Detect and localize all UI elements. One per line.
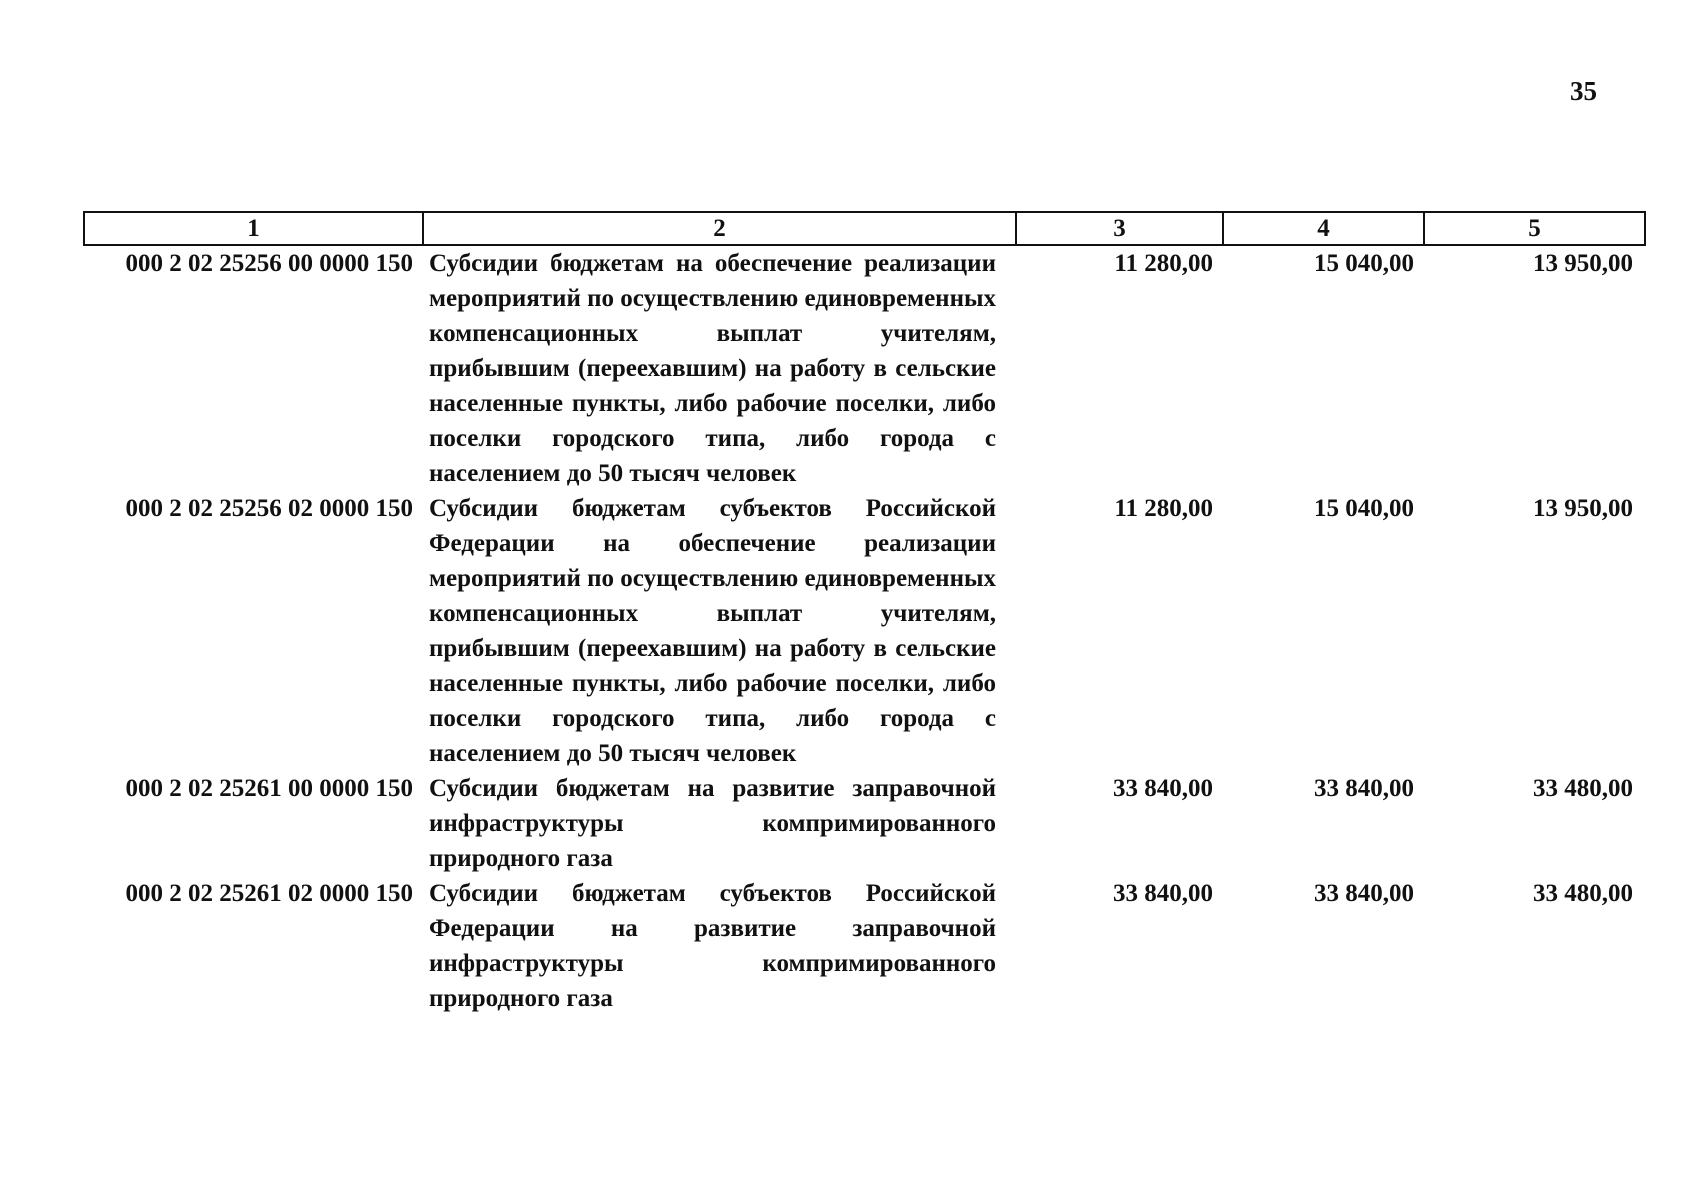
header-col-2: 2 — [423, 212, 1016, 245]
amount-col-3: 11 280,00 — [1114, 250, 1213, 277]
budget-table — [83, 211, 1646, 1016]
budget-code: 000 2 02 25256 02 0000 150 — [125, 495, 413, 522]
header-row — [84, 212, 1645, 245]
table-row — [84, 876, 1645, 1016]
header-col-1: 1 — [84, 212, 423, 245]
row-description: Субсидии бюджетам субъектов Российской Федерации на обеспечение реализации мероприятий по осуществлению единовременных компенсационных выплат учителям, прибывшим (переехавшим) на работу в сельские населенные пункты, либо рабочие поселки, либо поселки городского типа, либо города с населением до 50 тысяч человек — [429, 495, 996, 767]
amount-col-3: 11 280,00 — [1114, 495, 1213, 522]
amount-col-3: 33 840,00 — [1113, 880, 1213, 907]
page-number: 35 — [1570, 76, 1597, 106]
amount-col-5: 33 480,00 — [1533, 775, 1633, 802]
table-row — [84, 771, 1645, 876]
budget-code: 000 2 02 25256 00 0000 150 — [125, 250, 413, 277]
amount-col-4: 15 040,00 — [1314, 495, 1414, 522]
amount-col-4: 33 840,00 — [1314, 880, 1414, 907]
amount-col-3: 33 840,00 — [1113, 775, 1213, 802]
amount-col-5: 33 480,00 — [1533, 880, 1633, 907]
header-col-5: 5 — [1424, 212, 1645, 245]
header-col-4: 4 — [1223, 212, 1424, 245]
row-description: Субсидии бюджетам на развитие заправочной инфраструктуры компримированного природного газа — [429, 775, 996, 872]
row-description: Субсидии бюджетам на обеспечение реализации мероприятий по осуществлению единовременных компенсационных выплат учителям, прибывшим (переехавшим) на работу в сельские населенные пункты, либо рабочие поселки, либо поселки городского типа, либо города с населением до 50 тысяч человек — [429, 250, 996, 487]
table-row — [84, 245, 1645, 491]
budget-code: 000 2 02 25261 02 0000 150 — [125, 880, 413, 907]
table-row — [84, 491, 1645, 771]
header-col-3: 3 — [1016, 212, 1223, 245]
row-description: Субсидии бюджетам субъектов Российской Федерации на развитие заправочной инфраструктуры компримированного природного газа — [429, 880, 996, 1012]
amount-col-4: 33 840,00 — [1314, 775, 1414, 802]
budget-code: 000 2 02 25261 00 0000 150 — [125, 775, 413, 802]
amount-col-5: 13 950,00 — [1533, 250, 1633, 277]
amount-col-4: 15 040,00 — [1314, 250, 1414, 277]
amount-col-5: 13 950,00 — [1533, 495, 1633, 522]
